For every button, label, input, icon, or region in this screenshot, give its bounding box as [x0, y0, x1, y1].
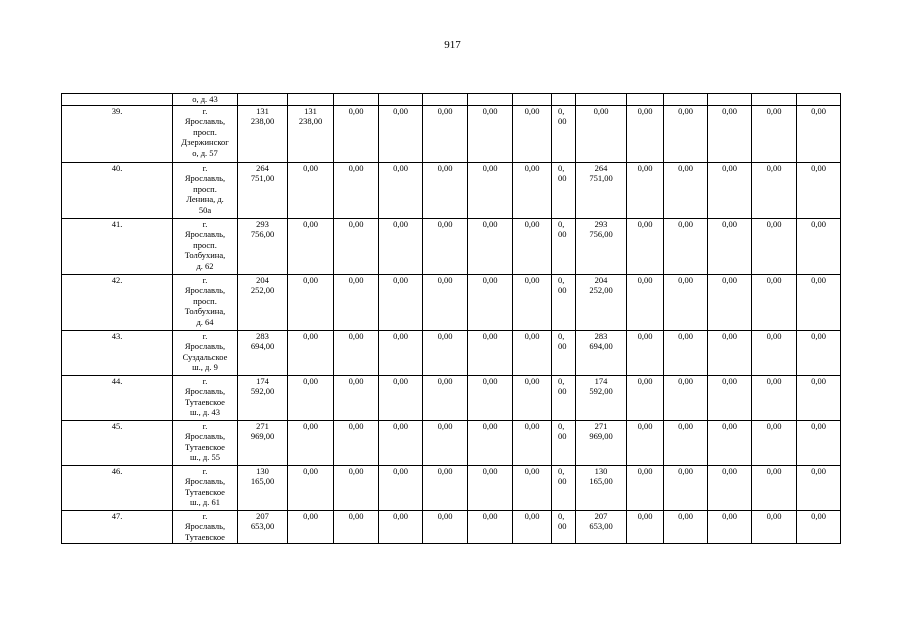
cell-c7: 0,00 [423, 510, 468, 543]
cell-c12: 0,00 [627, 375, 664, 420]
cell-empty [513, 94, 552, 106]
cell-c13: 0,00 [664, 218, 708, 274]
cell-num: 46. [62, 465, 173, 510]
cell-address: г. Ярославль, просп. Дзержинског о, д. 57 [173, 105, 238, 162]
cell-c6: 0,00 [379, 330, 423, 375]
cell-c10: 0, 00 [552, 105, 576, 162]
cell-c15: 0,00 [752, 218, 797, 274]
cell-c5: 0,00 [334, 274, 379, 330]
cell-c7: 0,00 [423, 274, 468, 330]
cell-c11: 264 751,00 [576, 162, 627, 218]
cell-num: 47. [62, 510, 173, 543]
table-row [62, 274, 841, 330]
cell-c6: 0,00 [379, 162, 423, 218]
cell-c13: 0,00 [664, 330, 708, 375]
cell-empty [552, 94, 576, 106]
cell-c10: 0, 00 [552, 274, 576, 330]
cell-num: 45. [62, 420, 173, 465]
cell-c15: 0,00 [752, 510, 797, 543]
cell-c3: 204 252,00 [238, 274, 288, 330]
cell-c4: 0,00 [288, 218, 334, 274]
cell-c10: 0, 00 [552, 218, 576, 274]
cell-c15: 0,00 [752, 274, 797, 330]
cell-c4: 0,00 [288, 465, 334, 510]
cell-c12: 0,00 [627, 162, 664, 218]
cell-empty [288, 94, 334, 106]
cell-c5: 0,00 [334, 162, 379, 218]
cell-empty [379, 94, 423, 106]
cell-c10: 0, 00 [552, 420, 576, 465]
cell-c12: 0,00 [627, 105, 664, 162]
cell-empty [664, 94, 708, 106]
cell-empty [797, 94, 841, 106]
cell-address: о, д. 43 [173, 94, 238, 106]
cell-c14: 0,00 [708, 105, 752, 162]
cell-c7: 0,00 [423, 218, 468, 274]
cell-c6: 0,00 [379, 218, 423, 274]
cell-c13: 0,00 [664, 510, 708, 543]
cell-c4: 0,00 [288, 510, 334, 543]
cell-c14: 0,00 [708, 465, 752, 510]
cell-c6: 0,00 [379, 510, 423, 543]
cell-empty [708, 94, 752, 106]
cell-c7: 0,00 [423, 420, 468, 465]
cell-c3: 264 751,00 [238, 162, 288, 218]
cell-empty [627, 94, 664, 106]
cell-c14: 0,00 [708, 274, 752, 330]
cell-c16: 0,00 [797, 162, 841, 218]
cell-address: г. Ярославль, просп. Толбухина, д. 62 [173, 218, 238, 274]
cell-c6: 0,00 [379, 274, 423, 330]
cell-c16: 0,00 [797, 420, 841, 465]
cell-c11: 130 165,00 [576, 465, 627, 510]
cell-empty [752, 94, 797, 106]
cell-c15: 0,00 [752, 420, 797, 465]
cell-c15: 0,00 [752, 465, 797, 510]
cell-c7: 0,00 [423, 105, 468, 162]
cell-c3: 174 592,00 [238, 375, 288, 420]
cell-c8: 0,00 [468, 330, 513, 375]
cell-c13: 0,00 [664, 274, 708, 330]
cell-c9: 0,00 [513, 375, 552, 420]
cell-empty [423, 94, 468, 106]
cell-empty [468, 94, 513, 106]
cell-address: г. Ярославль, Тутаевское ш., д. 43 [173, 375, 238, 420]
cell-c15: 0,00 [752, 330, 797, 375]
cell-c8: 0,00 [468, 274, 513, 330]
page-number: 917 [444, 39, 461, 51]
cell-c5: 0,00 [334, 330, 379, 375]
table-row [62, 330, 841, 375]
cell-c5: 0,00 [334, 105, 379, 162]
cell-c8: 0,00 [468, 465, 513, 510]
cell-c5: 0,00 [334, 510, 379, 543]
table-row [62, 465, 841, 510]
cell-c14: 0,00 [708, 218, 752, 274]
cell-c12: 0,00 [627, 274, 664, 330]
table-body [62, 94, 841, 544]
cell-c5: 0,00 [334, 465, 379, 510]
cell-c6: 0,00 [379, 465, 423, 510]
table-row-continued [62, 94, 841, 106]
cell-c5: 0,00 [334, 375, 379, 420]
cell-c10: 0, 00 [552, 330, 576, 375]
cell-c9: 0,00 [513, 162, 552, 218]
cell-c13: 0,00 [664, 375, 708, 420]
cell-c5: 0,00 [334, 420, 379, 465]
cell-c16: 0,00 [797, 330, 841, 375]
cell-c14: 0,00 [708, 420, 752, 465]
cell-c13: 0,00 [664, 162, 708, 218]
cell-c5: 0,00 [334, 218, 379, 274]
cell-num: 44. [62, 375, 173, 420]
cell-c16: 0,00 [797, 465, 841, 510]
cell-c3: 207 653,00 [238, 510, 288, 543]
cell-c9: 0,00 [513, 510, 552, 543]
cell-num: 40. [62, 162, 173, 218]
cell-c12: 0,00 [627, 330, 664, 375]
cell-address: г. Ярославль, Тутаевское ш., д. 61 [173, 465, 238, 510]
cell-c12: 0,00 [627, 420, 664, 465]
cell-c11: 271 969,00 [576, 420, 627, 465]
cell-c6: 0,00 [379, 375, 423, 420]
cell-c9: 0,00 [513, 420, 552, 465]
cell-c11: 174 592,00 [576, 375, 627, 420]
cell-c4: 0,00 [288, 330, 334, 375]
cell-c4: 0,00 [288, 375, 334, 420]
cell-c14: 0,00 [708, 330, 752, 375]
cell-address: г. Ярославль, Тутаевское ш., д. 55 [173, 420, 238, 465]
cell-c15: 0,00 [752, 162, 797, 218]
cell-c10: 0, 00 [552, 162, 576, 218]
cell-c14: 0,00 [708, 510, 752, 543]
cell-c4: 0,00 [288, 274, 334, 330]
cell-c9: 0,00 [513, 274, 552, 330]
cell-c16: 0,00 [797, 274, 841, 330]
cell-num: 43. [62, 330, 173, 375]
table-row [62, 162, 841, 218]
cell-c3: 130 165,00 [238, 465, 288, 510]
cell-num: 42. [62, 274, 173, 330]
cell-c12: 0,00 [627, 218, 664, 274]
cell-address: г. Ярославль, просп. Толбухина, д. 64 [173, 274, 238, 330]
cell-c8: 0,00 [468, 375, 513, 420]
cell-c16: 0,00 [797, 510, 841, 543]
cell-c8: 0,00 [468, 162, 513, 218]
cell-c16: 0,00 [797, 105, 841, 162]
cell-c4: 0,00 [288, 420, 334, 465]
cell-num: 41. [62, 218, 173, 274]
cell-c12: 0,00 [627, 510, 664, 543]
table-row [62, 105, 841, 162]
table-row [62, 375, 841, 420]
table-row [62, 510, 841, 543]
cell-c7: 0,00 [423, 330, 468, 375]
cell-c4: 0,00 [288, 162, 334, 218]
cell-c8: 0,00 [468, 420, 513, 465]
cell-c9: 0,00 [513, 105, 552, 162]
cell-c16: 0,00 [797, 375, 841, 420]
cell-c9: 0,00 [513, 465, 552, 510]
cell-c10: 0, 00 [552, 465, 576, 510]
data-table [61, 93, 841, 544]
cell-c11: 283 694,00 [576, 330, 627, 375]
cell-c9: 0,00 [513, 218, 552, 274]
cell-c4: 131 238,00 [288, 105, 334, 162]
cell-c3: 293 756,00 [238, 218, 288, 274]
table-row [62, 420, 841, 465]
cell-c14: 0,00 [708, 162, 752, 218]
table-row [62, 218, 841, 274]
cell-c3: 131 238,00 [238, 105, 288, 162]
cell-c9: 0,00 [513, 330, 552, 375]
cell-num [62, 94, 173, 106]
cell-c13: 0,00 [664, 465, 708, 510]
cell-c10: 0, 00 [552, 375, 576, 420]
cell-c13: 0,00 [664, 105, 708, 162]
cell-c7: 0,00 [423, 375, 468, 420]
cell-c15: 0,00 [752, 105, 797, 162]
cell-c14: 0,00 [708, 375, 752, 420]
cell-c10: 0, 00 [552, 510, 576, 543]
cell-c11: 0,00 [576, 105, 627, 162]
cell-c12: 0,00 [627, 465, 664, 510]
cell-address: г. Ярославль, Тутаевское [173, 510, 238, 543]
cell-address: г. Ярославль, Суздальское ш., д. 9 [173, 330, 238, 375]
cell-c11: 293 756,00 [576, 218, 627, 274]
cell-c8: 0,00 [468, 510, 513, 543]
cell-empty [238, 94, 288, 106]
cell-c8: 0,00 [468, 218, 513, 274]
cell-c15: 0,00 [752, 375, 797, 420]
cell-c3: 283 694,00 [238, 330, 288, 375]
cell-c3: 271 969,00 [238, 420, 288, 465]
cell-c7: 0,00 [423, 465, 468, 510]
cell-empty [334, 94, 379, 106]
cell-c7: 0,00 [423, 162, 468, 218]
cell-c6: 0,00 [379, 105, 423, 162]
cell-c11: 204 252,00 [576, 274, 627, 330]
cell-empty [576, 94, 627, 106]
cell-num: 39. [62, 105, 173, 162]
cell-c11: 207 653,00 [576, 510, 627, 543]
cell-c6: 0,00 [379, 420, 423, 465]
cell-address: г. Ярославль, просп. Ленина, д. 50а [173, 162, 238, 218]
cell-c16: 0,00 [797, 218, 841, 274]
cell-c8: 0,00 [468, 105, 513, 162]
cell-c13: 0,00 [664, 420, 708, 465]
